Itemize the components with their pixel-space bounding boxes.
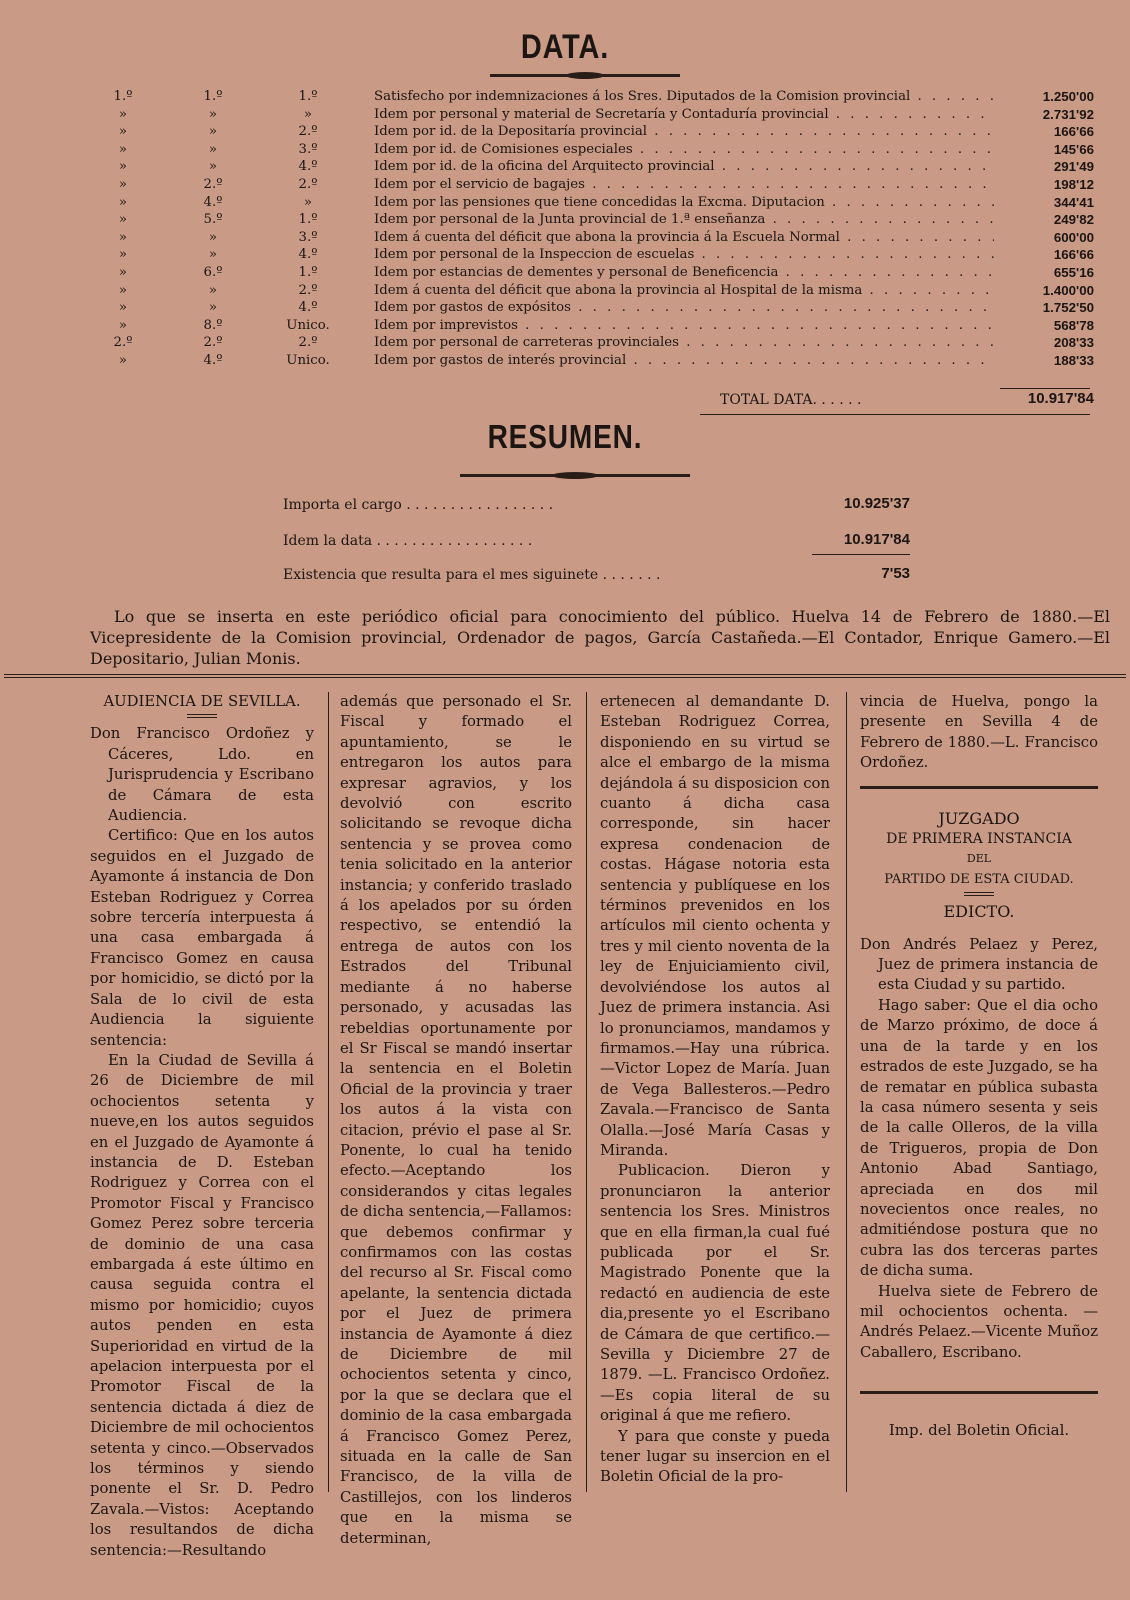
total-amount: 10.917'84 <box>1027 390 1094 407</box>
data-table <box>0 88 1130 370</box>
resumen-data-label: Idem la data . . . . . . . . . . . . . . . . . . <box>283 533 533 549</box>
edicto-intro: Don Andrés Pelaez y Perez, Juez de primera instancia de esta Ciudad y su partido. <box>860 935 1098 994</box>
column-rule <box>586 692 587 1492</box>
row-capitulo: » <box>118 194 128 210</box>
row-concepto: 3.º <box>298 229 318 245</box>
row-concepto: 1.º <box>298 89 318 104</box>
row-amount: 166'66 <box>1053 247 1094 263</box>
row-description: Idem por id. de Comisiones especiales . . <box>374 141 994 159</box>
row-articulo: 6.º <box>203 264 223 280</box>
data-row <box>0 88 1130 106</box>
data-row <box>0 176 1130 194</box>
resumen-cargo-label: Importa el cargo . . . . . . . . . . . . . . . . . <box>283 497 554 513</box>
row-articulo: 4.º <box>203 194 223 210</box>
resumen-rule <box>812 554 910 555</box>
row-concepto: Unico. <box>286 317 330 333</box>
row-capitulo: 1.º <box>113 89 133 104</box>
data-row <box>0 194 1130 212</box>
column-3-text: ertenecen al demandante D. Esteban Rodriguez Correa, disponiendo en su virtud se alce el embargo de la misma dejándola á su disposicion con cuanto á dicha casa corresponde, sin hacer expresa condenacion de costas. Hágase notoria esta sentencia y publíquese en los términos prevenidos en los artículos mil ciento ochenta y tres y mil ciento noventa de la ley de Enjuiciamiento civil, devolviéndose los autos al Juez de primera instancia. Asi lo pronunciamos, mandamos y firmamos.—Hay una rúbrica.—Victor Lopez de María. Juan de Vega Ballesteros.—Pedro Zavala.—Francisco de Santa Olalla.—José María Casas y Miranda. <box>600 693 830 1159</box>
data-row <box>0 123 1130 141</box>
row-description: Idem por personal de carreteras provinciales . . <box>374 334 994 352</box>
row-amount: 600'00 <box>1053 229 1094 245</box>
total-label: TOTAL DATA. . . . . . <box>720 392 862 408</box>
resumen-existencia-label: Existencia que resulta para el mes siguinete . . . . . . . <box>283 567 661 583</box>
row-amount: 198'12 <box>1053 176 1094 192</box>
data-row <box>0 141 1130 159</box>
row-capitulo: » <box>118 176 128 192</box>
row-amount: 344'41 <box>1053 194 1094 210</box>
section-divider <box>4 674 1126 675</box>
row-concepto: Unico. <box>286 352 330 368</box>
heading-separator <box>964 892 994 896</box>
resumen-data-amount: 10.917'84 <box>843 531 910 548</box>
row-capitulo: » <box>118 212 128 228</box>
data-row <box>0 106 1130 124</box>
row-articulo: 4.º <box>203 352 223 368</box>
edicto-signature: Huelva siete de Febrero de mil ochocientos ochenta. —Andrés Pelaez.—Vicente Muñoz Caballero, Escribano. <box>860 1282 1098 1361</box>
publicacion-paragraph: Publicacion. Dieron y pronunciaron la anterior sentencia los Sres. Ministros que en ella firman,la cual fué publicada por el Sr. Magistrado Ponente que la redactó en audiencia de este dia,presente yo el Escribano de Cámara de que certifico.—Sevilla y Diciembre 27 de 1879. —L. Francisco Ordoñez.—Es copia literal de su original á que me refiero. <box>600 1162 830 1425</box>
row-amount: 249'82 <box>1053 212 1094 228</box>
juzgado-heading: JUZGADO <box>938 808 1020 828</box>
row-capitulo: » <box>118 159 128 175</box>
row-articulo: 5.º <box>203 212 223 228</box>
row-concepto: 1.º <box>298 264 318 280</box>
row-description: Idem por las pensiones que tiene concedidas la Excma. Diputacion . . <box>374 194 994 212</box>
row-capitulo: » <box>118 300 128 316</box>
row-articulo: » <box>208 300 218 316</box>
row-amount: 2.731'92 <box>1042 106 1094 122</box>
row-concepto: 4.º <box>298 300 318 316</box>
row-articulo: » <box>208 247 218 263</box>
row-articulo: » <box>208 124 218 140</box>
row-concepto: » <box>303 106 313 122</box>
row-capitulo: » <box>118 141 128 157</box>
row-concepto: 4.º <box>298 159 318 175</box>
row-description: Idem por gastos de expósitos . . <box>374 299 994 317</box>
primera-instancia-heading: DE PRIMERA INSTANCIA <box>886 831 1072 848</box>
row-amount: 145'66 <box>1053 141 1094 157</box>
thick-rule <box>860 1391 1098 1394</box>
row-amount: 655'16 <box>1053 264 1094 280</box>
column-4-text: vincia de Huelva, pongo la presente en Sevilla 4 de Febrero de 1880.—L. Francisco Ordoñez. <box>860 693 1098 772</box>
row-description: Idem á cuenta del déficit que abona la provincia al Hospital de la misma . . <box>374 282 994 300</box>
row-capitulo: » <box>118 229 128 245</box>
row-capitulo: » <box>118 352 128 368</box>
column-rule <box>328 692 329 1492</box>
row-capitulo: » <box>118 106 128 122</box>
imprenta-footer: Imp. del Boletin Oficial. <box>888 1421 1070 1440</box>
row-articulo: » <box>208 159 218 175</box>
row-concepto: 3.º <box>298 141 318 157</box>
row-description: Idem por id. de la Depositaría provincial . . <box>374 123 994 141</box>
row-articulo: 2.º <box>203 176 223 192</box>
data-row <box>0 352 1130 370</box>
row-amount: 188'33 <box>1053 352 1094 368</box>
row-capitulo: » <box>118 317 128 333</box>
resumen-title: RESUMEN. <box>487 418 643 455</box>
resumen-cargo-amount: 10.925'37 <box>843 495 910 512</box>
row-capitulo: » <box>118 264 128 280</box>
data-row <box>0 158 1130 176</box>
audiencia-sentencia: En la Ciudad de Sevilla á 26 de Diciembre de mil ochocientos setenta y nueve,en los autos seguidos en el Juzgado de Ayamonte á instancia de D. Esteban Rodriguez y Correa con el Promotor Fiscal y Francisco Gomez Perez sobre terceria de dominio de una casa embargada á este último en causa seguida contra el mismo por homicidio; cuyos autos penden en esta Superioridad en virtud de la apelacion interpuesta por el Promotor Fiscal de la sentencia dictada á diez de Diciembre de mil ochocientos setenta y cinco.—Observados los términos y siendo ponente el Sr. D. Pedro Zavala.—Vistos: Aceptando los resultandos de dicha sentencia:—Resultando <box>90 1051 314 1559</box>
row-capitulo: 2.º <box>113 335 133 351</box>
row-capitulo: » <box>118 124 128 140</box>
audiencia-certifico: Certifico: Que en los autos seguidos en el Juzgado de Ayamonte á instancia de Don Esteban Rodriguez y Correa sobre tercería interpuesta á una casa embargada á Francisco Gomez en causa por homicidio, se dictó por la Sala de lo civil de esta Audiencia la siguiente sentencia: <box>90 827 314 1049</box>
data-row <box>0 229 1130 247</box>
row-amount: 208'33 <box>1053 335 1094 351</box>
row-capitulo: » <box>118 247 128 263</box>
column-2-text: además que personado el Sr. Fiscal y formado el apuntamiento, se le entregaron los autos para expresar agravios, y los devolvió con escrito solicitando se revoque dicha sentencia y se provea como tenia solicitado en la anterior instancia; y conferido traslado á los apelados por su órden respectivo, se entendió la entrega de autos con los Estrados del Tribunal mediante á no haberse personado, y acusadas las rebeldias oportunamente por el Sr Fiscal se mandó insertar la sentencia en el Boletin Oficial de la provincia y traer los autos á la vista con citacion, prévio el pase al Sr. Ponente, lo cual ha tenido efecto.—Aceptando los considerandos y citas legales de dicha sentencia,—Fallamos: que debemos confirmar y confirmamos con las costas del recurso al Sr. Fiscal como apelante, la sentencia dictada por el Juez de primera instancia de Ayamonte á diez de Diciembre de mil ochocientos setenta y cinco, por la que se declara que el dominio de la casa embargada á Francisco Gomez Perez, situada en la calle de San Francisco, de la villa de Castillejos, con los linderos que en la misma se determinan, <box>340 693 572 1547</box>
section-divider-2 <box>4 677 1126 678</box>
row-amount: 291'49 <box>1053 159 1094 175</box>
row-articulo: 2.º <box>203 335 223 351</box>
row-amount: 1.250'00 <box>1042 89 1094 104</box>
row-concepto: 2.º <box>298 282 318 298</box>
row-description: Idem por personal de la Inspeccion de escuelas . . <box>374 246 994 264</box>
notice-paragraph: Lo que se inserta en este periódico oficial para conocimiento del público. Huelva 14 de Febrero de 1880.—El Vicepresidente de la Comision provincial, Ordenador de pagos, García Castañeda.—El Contador, Enrique Gamero.—El Depositario, Julian Monis. <box>90 607 1110 668</box>
data-row <box>0 299 1130 317</box>
data-row <box>0 211 1130 229</box>
audiencia-intro: Don Francisco Ordoñez y Cáceres, Ldo. en Jurisprudencia y Escribano de Cámara de esta Audiencia. <box>90 725 314 825</box>
row-articulo: 1.º <box>203 89 223 104</box>
row-amount: 568'78 <box>1053 317 1094 333</box>
row-description: Idem por personal de la Junta provincial de 1.ª enseñanza . . <box>374 211 994 229</box>
del-heading: DEL <box>966 852 992 866</box>
row-amount: 166'66 <box>1053 124 1094 140</box>
row-concepto: » <box>303 194 313 210</box>
row-capitulo: » <box>118 282 128 298</box>
row-articulo: » <box>208 106 218 122</box>
column-juzgado <box>860 692 1098 1441</box>
row-description: Satisfecho por indemnizaciones á los Sres. Diputados de la Comision provincial . . <box>374 88 994 106</box>
row-description: Idem por id. de la oficina del Arquitecto provincial . . <box>374 158 994 176</box>
data-title: DATA. <box>520 28 610 66</box>
row-description: Idem por gastos de interés provincial . . <box>374 352 994 370</box>
row-description: Idem á cuenta del déficit que abona la provincia á la Escuela Normal . . <box>374 229 994 247</box>
row-amount: 1.752'50 <box>1042 300 1094 316</box>
row-concepto: 1.º <box>298 212 318 228</box>
data-row <box>0 246 1130 264</box>
column-2 <box>340 692 572 1549</box>
partido-heading: PARTIDO DE ESTA CIUDAD. <box>884 871 1074 887</box>
edicto-body: Hago saber: Que el dia ocho de Marzo próximo, de doce á una de la tarde y en los estrados de este Juzgado, se ha de rematar en pública subasta la casa número sesenta y seis de la calle Olleros, de la villa de Trigueros, propia de Don Antonio Abad Santiago, apreciada en dos mil novecientos once reales, no admitiéndose postura que no cubra las dos terceras partes de dicha suma. <box>860 996 1098 1280</box>
row-articulo: » <box>208 229 218 245</box>
row-description: Idem por el servicio de bagajes . . <box>374 176 994 194</box>
row-concepto: 2.º <box>298 124 318 140</box>
edicto-heading: EDICTO. <box>943 902 1015 922</box>
column-rule <box>846 692 847 1492</box>
row-concepto: 2.º <box>298 176 318 192</box>
row-amount: 1.400'00 <box>1042 282 1094 298</box>
heading-separator <box>187 714 217 718</box>
row-articulo: » <box>208 141 218 157</box>
total-underline <box>700 414 1090 415</box>
data-row <box>0 282 1130 300</box>
resumen-existencia-amount: 7'53 <box>881 565 910 582</box>
column-3 <box>600 692 830 1488</box>
insercion-paragraph: Y para que conste y pueda tener lugar su insercion en el Boletin Oficial de la pro- <box>600 1427 830 1486</box>
column-audiencia <box>90 692 314 1561</box>
data-row <box>0 334 1130 352</box>
total-rule <box>1000 388 1090 389</box>
row-articulo: » <box>208 282 218 298</box>
row-concepto: 2.º <box>298 335 318 351</box>
row-concepto: 4.º <box>298 247 318 263</box>
title-ornament <box>490 74 680 77</box>
thick-rule <box>860 786 1098 789</box>
data-row <box>0 264 1130 282</box>
row-articulo: 8.º <box>203 317 223 333</box>
data-row <box>0 317 1130 335</box>
row-description: Idem por personal y material de Secretaría y Contaduría provincial . . <box>374 106 994 124</box>
row-description: Idem por estancias de dementes y personal de Beneficencia . . <box>374 264 994 282</box>
resumen-ornament <box>460 474 690 477</box>
audiencia-heading: AUDIENCIA DE SEVILLA. <box>103 693 301 710</box>
row-description: Idem por imprevistos . . <box>374 317 994 335</box>
